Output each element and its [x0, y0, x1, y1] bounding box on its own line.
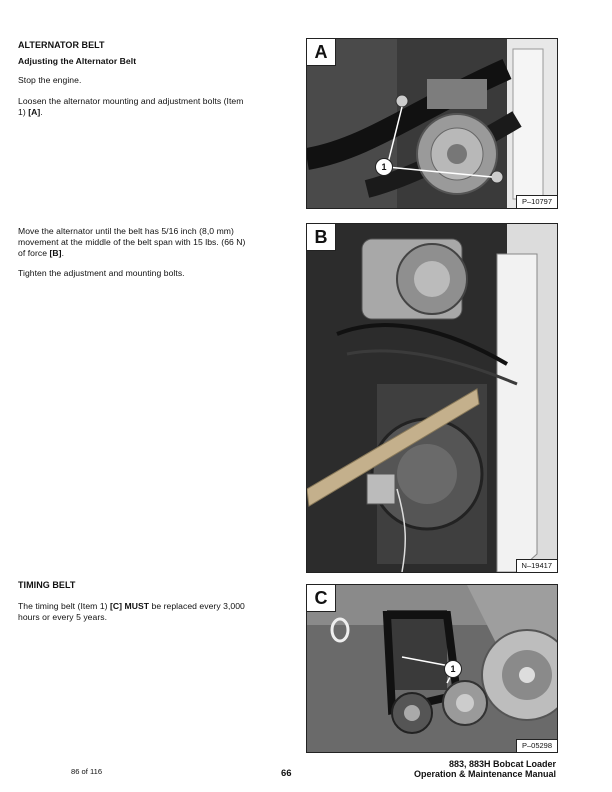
figure-a-callout-1: 1	[375, 158, 393, 176]
figure-c-illustration	[307, 585, 557, 752]
figure-c-code: P–05298	[516, 739, 557, 752]
footer-manual-title: Operation & Maintenance Manual	[413, 769, 556, 779]
figure-ref-b: [B]	[49, 248, 62, 258]
timing-belt-text-line2: hours or every 5 years.	[18, 612, 108, 622]
step-tighten-bolts: Tighten the adjustment and mounting bolts.	[18, 268, 185, 278]
figure-c-label: C	[307, 585, 336, 612]
footer-model: 883, 883H Bobcat Loader	[448, 759, 556, 769]
figure-b-label: B	[307, 224, 336, 251]
page-number: 66	[281, 768, 292, 779]
figure-ref-c: [C]	[110, 601, 123, 611]
subsection-title-adjusting: Adjusting the Alternator Belt	[18, 56, 137, 66]
step-move-alternator-line1: Move the alternator until the belt has 5/16 inch (8,0 mm)	[18, 226, 234, 236]
figure-a-illustration	[307, 39, 557, 208]
step-move-alternator-line3: of force [B].	[18, 248, 65, 258]
figure-a-code: P–10797	[516, 195, 557, 208]
section-title-alternator-belt: ALTERNATOR BELT	[18, 40, 105, 50]
figure-a-label: A	[307, 39, 336, 66]
figure-b-photo	[306, 223, 558, 573]
step-stop-engine: Stop the engine.	[18, 75, 82, 85]
figure-c-photo	[306, 584, 558, 753]
figure-ref-a: [A]	[28, 107, 41, 117]
step-loosen-bolts-line1: Loosen the alternator mounting and adjustment bolts (Item	[18, 96, 244, 106]
step-move-alternator-line2: movement at the middle of the belt span with 15 lbs. (66 N)	[18, 237, 246, 247]
section-title-timing-belt: TIMING BELT	[18, 580, 76, 590]
timing-belt-text-line1: The timing belt (Item 1) [C] MUST be replaced every 3,000	[18, 601, 245, 611]
step-loosen-bolts-line2: 1) [A].	[18, 107, 43, 117]
figure-c-callout-1: 1	[444, 660, 462, 678]
figure-b-illustration	[307, 224, 557, 572]
page-of-count: 86 of 116	[71, 767, 103, 776]
figure-b-code: N–19417	[516, 559, 557, 572]
figure-a-photo	[306, 38, 558, 209]
